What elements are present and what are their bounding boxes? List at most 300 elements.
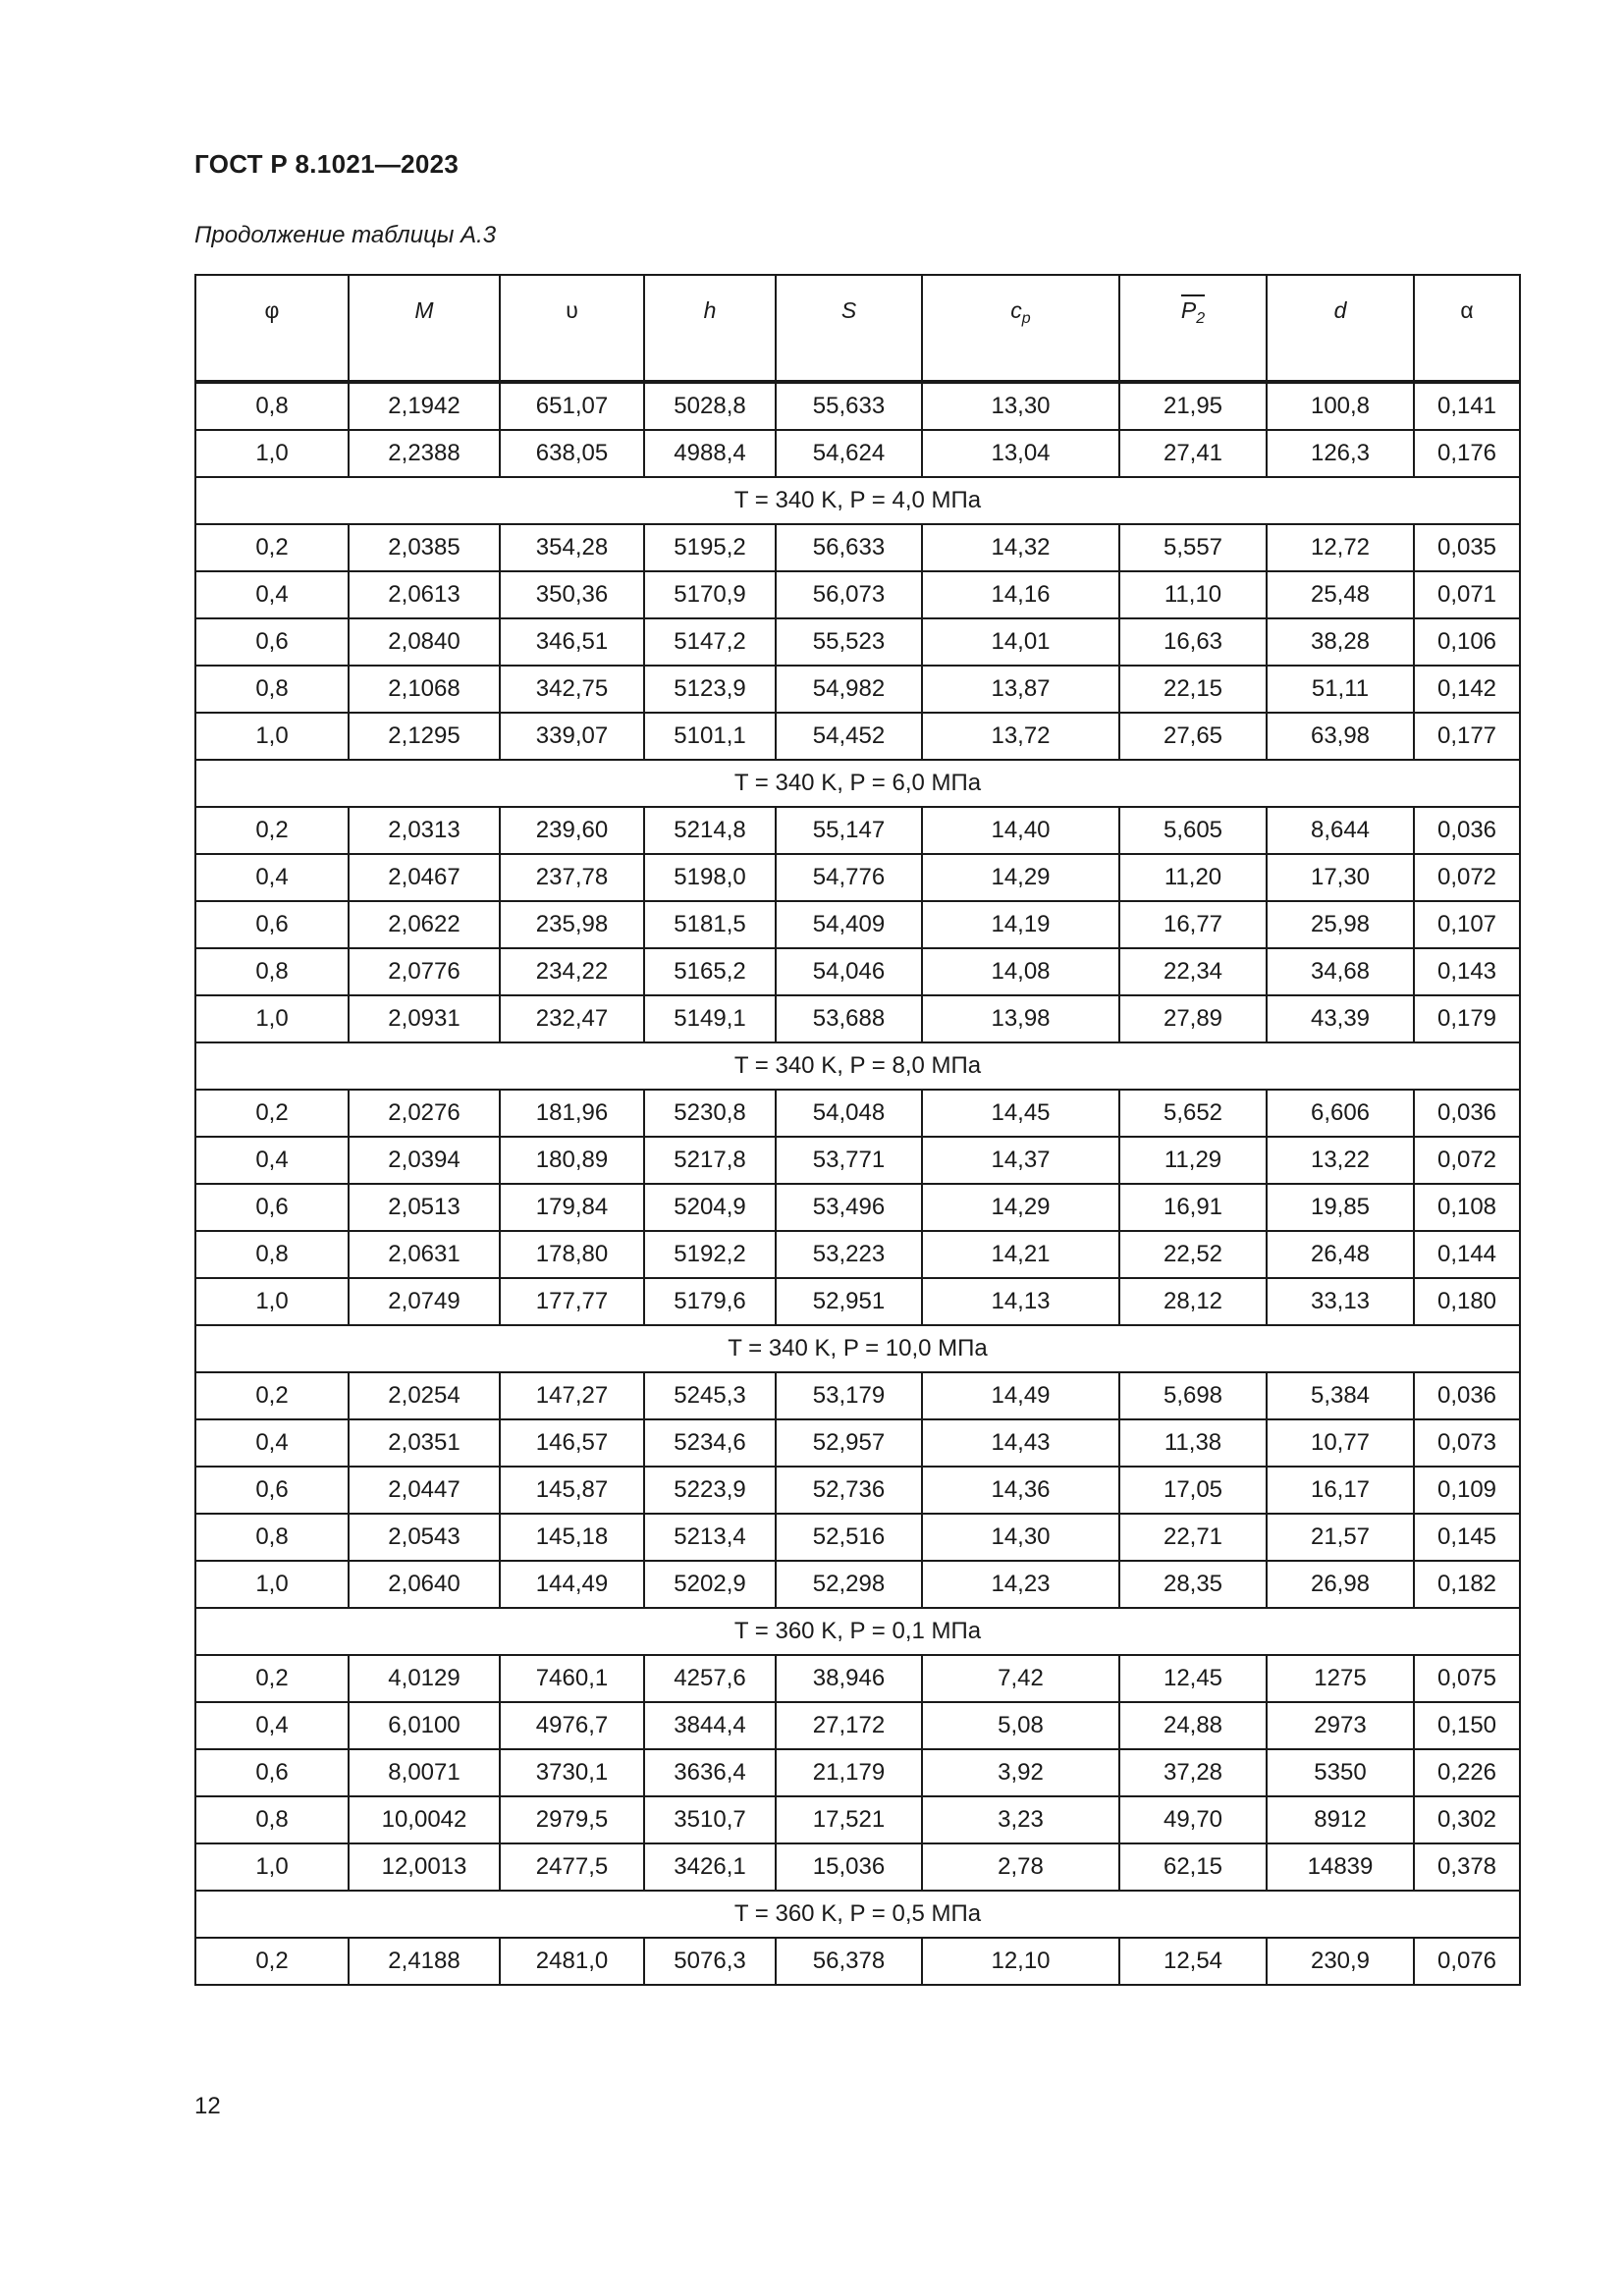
cell-s: 27,172 <box>776 1702 922 1749</box>
cell-m: 6,0100 <box>349 1702 500 1749</box>
cell-cp: 14,36 <box>922 1467 1119 1514</box>
cell-p2: 12,54 <box>1119 1938 1267 1985</box>
cell-phi: 0,6 <box>195 1467 349 1514</box>
cell-m: 4,0129 <box>349 1655 500 1702</box>
table-row <box>195 1184 1520 1231</box>
cell-cp: 14,30 <box>922 1514 1119 1561</box>
cell-d: 1275 <box>1267 1655 1414 1702</box>
cell-d: 26,98 <box>1267 1561 1414 1608</box>
cell-alpha: 0,073 <box>1414 1419 1520 1467</box>
cell-v: 651,07 <box>500 382 644 430</box>
group-title: T = 340 K, P = 4,0 МПа <box>195 477 1520 524</box>
cell-s: 56,633 <box>776 524 922 571</box>
cell-p2: 5,557 <box>1119 524 1267 571</box>
cell-p2: 16,77 <box>1119 901 1267 948</box>
page-number: 12 <box>194 2093 221 2119</box>
document-code: ГОСТ Р 8.1021—2023 <box>194 149 460 179</box>
cell-cp: 7,42 <box>922 1655 1119 1702</box>
cell-d: 26,48 <box>1267 1231 1414 1278</box>
col-header-phi: φ <box>195 275 349 382</box>
cell-alpha: 0,141 <box>1414 382 1520 430</box>
cell-v: 147,27 <box>500 1372 644 1419</box>
cell-s: 52,298 <box>776 1561 922 1608</box>
cell-s: 53,688 <box>776 995 922 1042</box>
table-caption: Продолжение таблицы А.3 <box>194 222 497 248</box>
cell-cp: 14,21 <box>922 1231 1119 1278</box>
cell-h: 5217,8 <box>644 1137 776 1184</box>
cell-v: 146,57 <box>500 1419 644 1467</box>
cell-cp: 14,32 <box>922 524 1119 571</box>
cell-v: 339,07 <box>500 713 644 760</box>
cell-cp: 13,98 <box>922 995 1119 1042</box>
cell-v: 179,84 <box>500 1184 644 1231</box>
cell-phi: 0,2 <box>195 807 349 854</box>
table-row <box>195 1372 1520 1419</box>
cell-m: 2,0840 <box>349 618 500 666</box>
cell-s: 52,951 <box>776 1278 922 1325</box>
cell-s: 55,147 <box>776 807 922 854</box>
cell-d: 6,606 <box>1267 1090 1414 1137</box>
cell-phi: 0,8 <box>195 1514 349 1561</box>
cell-p2: 5,652 <box>1119 1090 1267 1137</box>
group-title: T = 360 K, P = 0,1 МПа <box>195 1608 1520 1655</box>
cell-p2: 27,89 <box>1119 995 1267 1042</box>
cell-alpha: 0,179 <box>1414 995 1520 1042</box>
cell-cp: 14,40 <box>922 807 1119 854</box>
cell-m: 2,0513 <box>349 1184 500 1231</box>
cell-v: 346,51 <box>500 618 644 666</box>
cell-p2: 22,71 <box>1119 1514 1267 1561</box>
cell-s: 17,521 <box>776 1796 922 1843</box>
cell-h: 5192,2 <box>644 1231 776 1278</box>
cell-v: 235,98 <box>500 901 644 948</box>
cell-s: 54,046 <box>776 948 922 995</box>
cell-h: 5234,6 <box>644 1419 776 1467</box>
cell-d: 51,11 <box>1267 666 1414 713</box>
cell-d: 230,9 <box>1267 1938 1414 1985</box>
cell-phi: 0,6 <box>195 901 349 948</box>
cell-cp: 14,37 <box>922 1137 1119 1184</box>
cell-m: 2,0385 <box>349 524 500 571</box>
table-row <box>195 854 1520 901</box>
cell-m: 2,1295 <box>349 713 500 760</box>
cell-phi: 0,4 <box>195 1702 349 1749</box>
cell-alpha: 0,302 <box>1414 1796 1520 1843</box>
cell-m: 8,0071 <box>349 1749 500 1796</box>
cell-h: 5195,2 <box>644 524 776 571</box>
cell-phi: 0,8 <box>195 1796 349 1843</box>
cell-m: 2,0254 <box>349 1372 500 1419</box>
cell-s: 53,179 <box>776 1372 922 1419</box>
cell-p2: 22,15 <box>1119 666 1267 713</box>
cell-v: 144,49 <box>500 1561 644 1608</box>
cell-s: 53,496 <box>776 1184 922 1231</box>
cell-cp: 14,08 <box>922 948 1119 995</box>
cell-d: 21,57 <box>1267 1514 1414 1561</box>
cell-alpha: 0,106 <box>1414 618 1520 666</box>
cell-h: 5028,8 <box>644 382 776 430</box>
col-header-p2 <box>1119 275 1267 382</box>
cell-cp: 13,30 <box>922 382 1119 430</box>
cell-alpha: 0,180 <box>1414 1278 1520 1325</box>
p2-overlined: $P_2$ <box>1181 294 1205 323</box>
cell-phi: 0,2 <box>195 1938 349 1985</box>
cell-p2: 12,45 <box>1119 1655 1267 1702</box>
cell-alpha: 0,176 <box>1414 430 1520 477</box>
cell-m: 2,0543 <box>349 1514 500 1561</box>
cell-cp: 13,04 <box>922 430 1119 477</box>
cell-alpha: 0,072 <box>1414 1137 1520 1184</box>
cell-alpha: 0,036 <box>1414 1090 1520 1137</box>
cell-d: 8,644 <box>1267 807 1414 854</box>
cell-phi: 0,6 <box>195 1749 349 1796</box>
cell-d: 63,98 <box>1267 713 1414 760</box>
cell-phi: 0,4 <box>195 1137 349 1184</box>
cell-d: 38,28 <box>1267 618 1414 666</box>
cell-m: 2,0631 <box>349 1231 500 1278</box>
cell-v: 7460,1 <box>500 1655 644 1702</box>
cell-d: 16,17 <box>1267 1467 1414 1514</box>
cell-s: 54,452 <box>776 713 922 760</box>
cell-phi: 1,0 <box>195 1278 349 1325</box>
cell-h: 3844,4 <box>644 1702 776 1749</box>
cell-cp: 13,87 <box>922 666 1119 713</box>
cell-d: 5350 <box>1267 1749 1414 1796</box>
cell-phi: 0,6 <box>195 1184 349 1231</box>
cell-cp: 12,10 <box>922 1938 1119 1985</box>
group-title-row <box>195 1325 1520 1372</box>
cell-phi: 0,4 <box>195 854 349 901</box>
table-row <box>195 666 1520 713</box>
cell-cp: 14,45 <box>922 1090 1119 1137</box>
table-row <box>195 524 1520 571</box>
cell-cp: 14,29 <box>922 854 1119 901</box>
cell-d: 5,384 <box>1267 1372 1414 1419</box>
cell-alpha: 0,109 <box>1414 1467 1520 1514</box>
table-row <box>195 1514 1520 1561</box>
cell-phi: 0,2 <box>195 1655 349 1702</box>
cell-m: 2,0776 <box>349 948 500 995</box>
cell-phi: 0,4 <box>195 571 349 618</box>
cell-phi: 1,0 <box>195 1843 349 1891</box>
cell-h: 5198,0 <box>644 854 776 901</box>
group-title: T = 340 K, P = 8,0 МПа <box>195 1042 1520 1090</box>
cell-h: 5149,1 <box>644 995 776 1042</box>
table-row <box>195 1655 1520 1702</box>
cp-subscript: p <box>1021 310 1031 327</box>
col-header-s: S <box>776 275 922 382</box>
cell-h: 5202,9 <box>644 1561 776 1608</box>
cell-s: 53,771 <box>776 1137 922 1184</box>
table-row <box>195 1938 1520 1985</box>
cell-v: 3730,1 <box>500 1749 644 1796</box>
cell-s: 56,073 <box>776 571 922 618</box>
cell-v: 145,87 <box>500 1467 644 1514</box>
cell-p2: 17,05 <box>1119 1467 1267 1514</box>
cell-s: 52,957 <box>776 1419 922 1467</box>
table-row <box>195 1796 1520 1843</box>
cell-m: 2,2388 <box>349 430 500 477</box>
cell-d: 13,22 <box>1267 1137 1414 1184</box>
cell-cp: 14,29 <box>922 1184 1119 1231</box>
cell-p2: 27,65 <box>1119 713 1267 760</box>
cell-p2: 24,88 <box>1119 1702 1267 1749</box>
cell-phi: 0,8 <box>195 666 349 713</box>
cell-h: 5230,8 <box>644 1090 776 1137</box>
cell-m: 2,0467 <box>349 854 500 901</box>
cell-p2: 11,20 <box>1119 854 1267 901</box>
data-table <box>194 274 1521 1986</box>
cell-alpha: 0,072 <box>1414 854 1520 901</box>
cell-h: 4257,6 <box>644 1655 776 1702</box>
cell-d: 19,85 <box>1267 1184 1414 1231</box>
group-title-row <box>195 1042 1520 1090</box>
cell-s: 54,624 <box>776 430 922 477</box>
table-row <box>195 1090 1520 1137</box>
cell-h: 5101,1 <box>644 713 776 760</box>
cell-d: 34,68 <box>1267 948 1414 995</box>
cell-alpha: 0,150 <box>1414 1702 1520 1749</box>
cell-m: 2,0351 <box>349 1419 500 1467</box>
cell-phi: 0,2 <box>195 1090 349 1137</box>
cell-h: 4988,4 <box>644 430 776 477</box>
cell-s: 54,776 <box>776 854 922 901</box>
cell-s: 52,516 <box>776 1514 922 1561</box>
cell-s: 53,223 <box>776 1231 922 1278</box>
cell-v: 177,77 <box>500 1278 644 1325</box>
cell-d: 2973 <box>1267 1702 1414 1749</box>
cell-alpha: 0,108 <box>1414 1184 1520 1231</box>
group-title: T = 340 K, P = 10,0 МПа <box>195 1325 1520 1372</box>
cell-d: 17,30 <box>1267 854 1414 901</box>
cell-cp: 5,08 <box>922 1702 1119 1749</box>
cell-m: 2,1068 <box>349 666 500 713</box>
cell-cp: 2,78 <box>922 1843 1119 1891</box>
table-row <box>195 571 1520 618</box>
cell-v: 178,80 <box>500 1231 644 1278</box>
cell-p2: 5,605 <box>1119 807 1267 854</box>
table-row <box>195 618 1520 666</box>
cell-phi: 0,2 <box>195 1372 349 1419</box>
cell-h: 5123,9 <box>644 666 776 713</box>
cell-cp: 14,16 <box>922 571 1119 618</box>
cell-d: 25,98 <box>1267 901 1414 948</box>
cell-v: 4976,7 <box>500 1702 644 1749</box>
cell-m: 2,0749 <box>349 1278 500 1325</box>
cell-phi: 0,2 <box>195 524 349 571</box>
cell-v: 145,18 <box>500 1514 644 1561</box>
col-header-m: M <box>349 275 500 382</box>
cell-v: 2481,0 <box>500 1938 644 1985</box>
cell-p2: 22,34 <box>1119 948 1267 995</box>
cell-cp: 14,23 <box>922 1561 1119 1608</box>
cell-m: 2,0931 <box>349 995 500 1042</box>
cell-d: 43,39 <box>1267 995 1414 1042</box>
table-row <box>195 713 1520 760</box>
cell-phi: 1,0 <box>195 1561 349 1608</box>
cell-h: 3636,4 <box>644 1749 776 1796</box>
cell-v: 180,89 <box>500 1137 644 1184</box>
cell-h: 5179,6 <box>644 1278 776 1325</box>
cell-alpha: 0,143 <box>1414 948 1520 995</box>
group-title-row <box>195 1891 1520 1938</box>
cell-h: 5181,5 <box>644 901 776 948</box>
cell-cp: 14,49 <box>922 1372 1119 1419</box>
cell-d: 10,77 <box>1267 1419 1414 1467</box>
cell-p2: 16,63 <box>1119 618 1267 666</box>
cell-v: 239,60 <box>500 807 644 854</box>
cell-p2: 28,12 <box>1119 1278 1267 1325</box>
cell-cp: 14,19 <box>922 901 1119 948</box>
cell-h: 5147,2 <box>644 618 776 666</box>
cell-alpha: 0,378 <box>1414 1843 1520 1891</box>
group-title: T = 360 K, P = 0,5 МПа <box>195 1891 1520 1938</box>
cell-phi: 1,0 <box>195 995 349 1042</box>
cell-m: 2,0640 <box>349 1561 500 1608</box>
cell-phi: 0,8 <box>195 382 349 430</box>
col-header-d: d <box>1267 275 1414 382</box>
cell-p2: 49,70 <box>1119 1796 1267 1843</box>
cell-v: 232,47 <box>500 995 644 1042</box>
cell-m: 2,0613 <box>349 571 500 618</box>
cell-alpha: 0,145 <box>1414 1514 1520 1561</box>
cell-h: 5213,4 <box>644 1514 776 1561</box>
cell-alpha: 0,036 <box>1414 1372 1520 1419</box>
cell-m: 2,0313 <box>349 807 500 854</box>
col-header-cp: $c_p$ <box>922 275 1119 382</box>
cell-s: 54,409 <box>776 901 922 948</box>
group-title: T = 340 K, P = 6,0 МПа <box>195 760 1520 807</box>
cell-d: 8912 <box>1267 1796 1414 1843</box>
cell-alpha: 0,177 <box>1414 713 1520 760</box>
cell-m: 2,0394 <box>349 1137 500 1184</box>
cell-m: 10,0042 <box>349 1796 500 1843</box>
cell-m: 2,1942 <box>349 382 500 430</box>
cell-cp: 14,43 <box>922 1419 1119 1467</box>
cell-h: 5170,9 <box>644 571 776 618</box>
cell-alpha: 0,142 <box>1414 666 1520 713</box>
cell-p2: 28,35 <box>1119 1561 1267 1608</box>
cell-cp: 13,72 <box>922 713 1119 760</box>
cell-d: 100,8 <box>1267 382 1414 430</box>
cell-cp: 14,01 <box>922 618 1119 666</box>
cell-alpha: 0,075 <box>1414 1655 1520 1702</box>
cell-s: 56,378 <box>776 1938 922 1985</box>
group-title-row <box>195 760 1520 807</box>
col-header-v: υ <box>500 275 644 382</box>
cell-h: 5165,2 <box>644 948 776 995</box>
cell-alpha: 0,226 <box>1414 1749 1520 1796</box>
cell-d: 25,48 <box>1267 571 1414 618</box>
cell-phi: 1,0 <box>195 713 349 760</box>
cell-m: 2,0276 <box>349 1090 500 1137</box>
cell-p2: 37,28 <box>1119 1749 1267 1796</box>
col-header-alpha: α <box>1414 275 1520 382</box>
cell-phi: 0,8 <box>195 948 349 995</box>
cell-p2: 16,91 <box>1119 1184 1267 1231</box>
cell-s: 54,048 <box>776 1090 922 1137</box>
table-body <box>195 382 1520 1985</box>
cell-alpha: 0,076 <box>1414 1938 1520 1985</box>
cell-m: 2,4188 <box>349 1938 500 1985</box>
cell-alpha: 0,035 <box>1414 524 1520 571</box>
cell-alpha: 0,107 <box>1414 901 1520 948</box>
cell-m: 12,0013 <box>349 1843 500 1891</box>
cell-v: 234,22 <box>500 948 644 995</box>
cell-d: 14839 <box>1267 1843 1414 1891</box>
cell-v: 638,05 <box>500 430 644 477</box>
cell-s: 52,736 <box>776 1467 922 1514</box>
p2-subscript: 2 <box>1196 310 1206 327</box>
cell-p2: 22,52 <box>1119 1231 1267 1278</box>
table-row <box>195 1231 1520 1278</box>
cell-p2: 11,29 <box>1119 1137 1267 1184</box>
table-row <box>195 1467 1520 1514</box>
cell-s: 38,946 <box>776 1655 922 1702</box>
table-row <box>195 430 1520 477</box>
cell-d: 33,13 <box>1267 1278 1414 1325</box>
cell-v: 342,75 <box>500 666 644 713</box>
col-header-h: h <box>644 275 776 382</box>
cell-v: 350,36 <box>500 571 644 618</box>
table-row <box>195 948 1520 995</box>
group-title-row <box>195 477 1520 524</box>
table-row <box>195 382 1520 430</box>
table-row <box>195 995 1520 1042</box>
cell-p2: 21,95 <box>1119 382 1267 430</box>
cell-cp: 3,23 <box>922 1796 1119 1843</box>
cell-s: 54,982 <box>776 666 922 713</box>
cell-p2: 27,41 <box>1119 430 1267 477</box>
cell-m: 2,0622 <box>349 901 500 948</box>
cell-p2: 11,10 <box>1119 571 1267 618</box>
table-row <box>195 901 1520 948</box>
cell-h: 5076,3 <box>644 1938 776 1985</box>
header-row <box>195 275 1520 382</box>
table-row <box>195 1137 1520 1184</box>
table-row <box>195 1843 1520 1891</box>
cell-alpha: 0,071 <box>1414 571 1520 618</box>
cell-v: 2979,5 <box>500 1796 644 1843</box>
cell-h: 5204,9 <box>644 1184 776 1231</box>
cell-alpha: 0,036 <box>1414 807 1520 854</box>
table-row <box>195 1749 1520 1796</box>
cell-alpha: 0,144 <box>1414 1231 1520 1278</box>
cell-v: 2477,5 <box>500 1843 644 1891</box>
cell-p2: 11,38 <box>1119 1419 1267 1467</box>
cell-cp: 3,92 <box>922 1749 1119 1796</box>
cell-alpha: 0,182 <box>1414 1561 1520 1608</box>
cell-cp: 14,13 <box>922 1278 1119 1325</box>
cell-phi: 1,0 <box>195 430 349 477</box>
cell-s: 55,633 <box>776 382 922 430</box>
cell-p2: 62,15 <box>1119 1843 1267 1891</box>
cell-d: 126,3 <box>1267 430 1414 477</box>
table-row <box>195 807 1520 854</box>
cell-s: 55,523 <box>776 618 922 666</box>
cell-h: 3426,1 <box>644 1843 776 1891</box>
table-row <box>195 1278 1520 1325</box>
cell-v: 354,28 <box>500 524 644 571</box>
cell-h: 5223,9 <box>644 1467 776 1514</box>
cell-phi: 0,4 <box>195 1419 349 1467</box>
cell-m: 2,0447 <box>349 1467 500 1514</box>
group-title-row <box>195 1608 1520 1655</box>
cell-v: 237,78 <box>500 854 644 901</box>
cell-h: 5214,8 <box>644 807 776 854</box>
cell-h: 3510,7 <box>644 1796 776 1843</box>
cell-h: 5245,3 <box>644 1372 776 1419</box>
